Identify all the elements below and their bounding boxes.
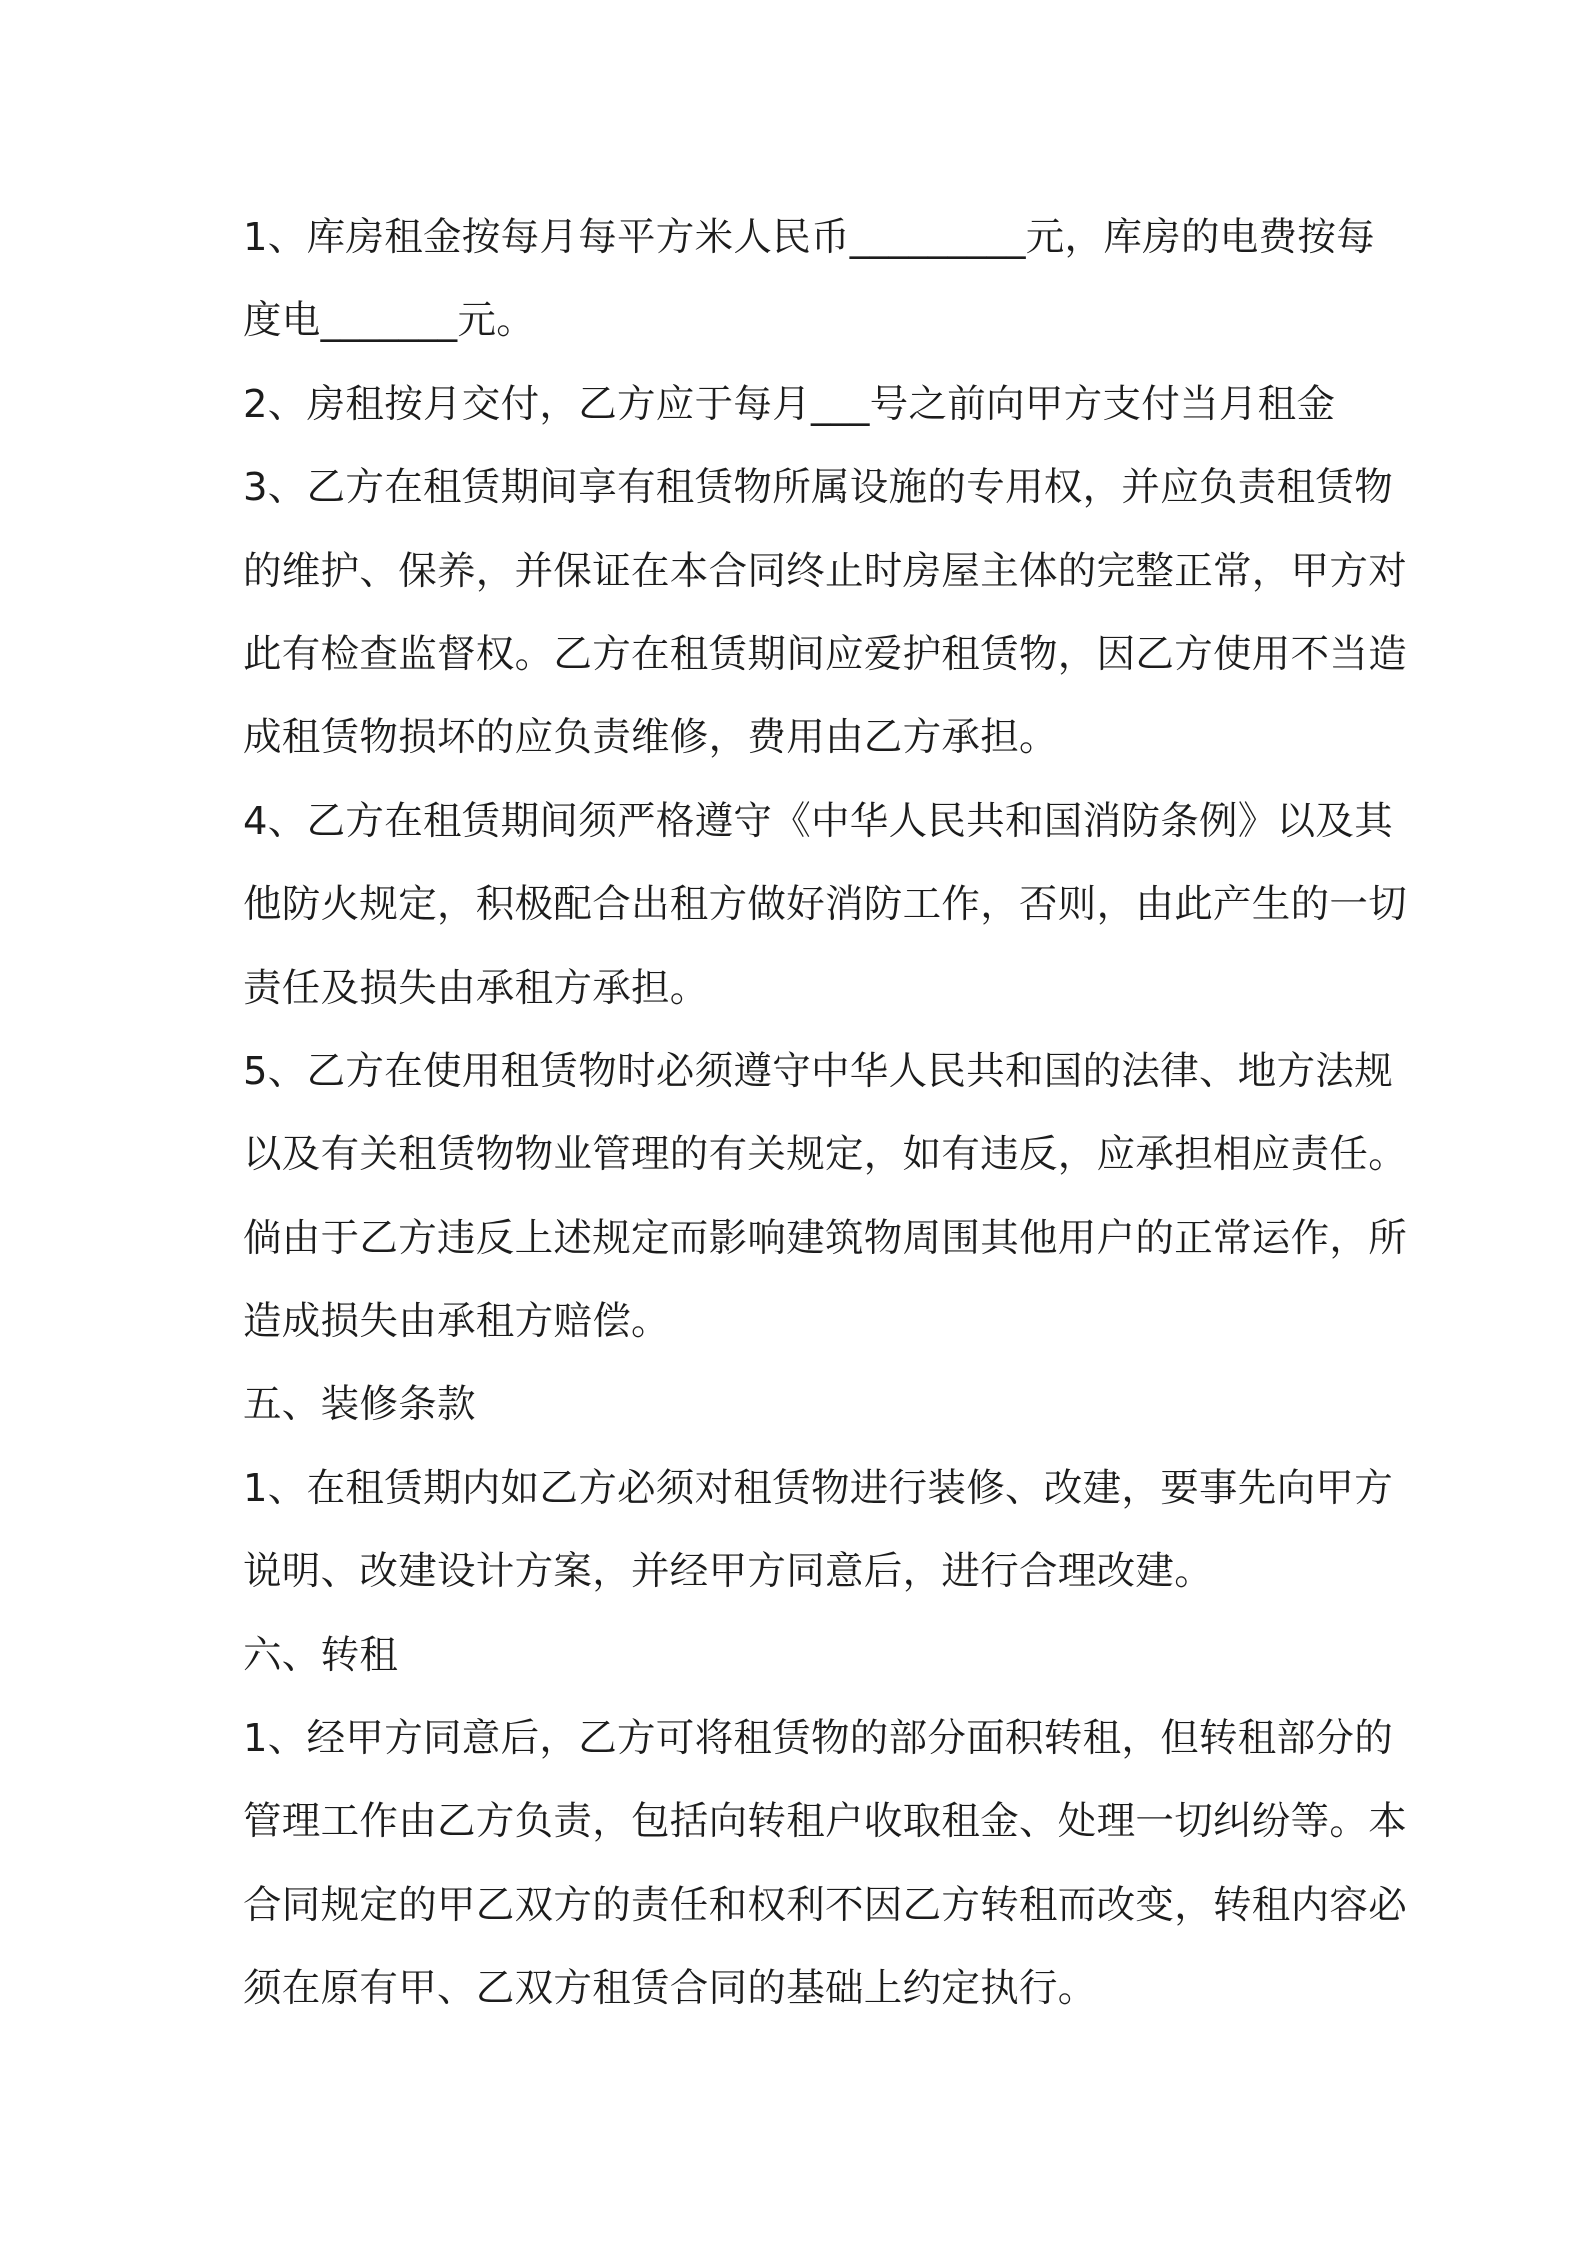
clause-6-1-line-4: 须在原有甲、乙双方租赁合同的基础上约定执行。	[243, 1966, 1097, 2012]
clause-4-1-rent-line-2: 度电_______元。	[243, 298, 536, 344]
clause-5-1-line-2: 说明、改建设计方案，并经甲方同意后，进行合理改建。	[243, 1549, 1214, 1595]
clause-4-3-line-4: 成租赁物损坏的应负责维修，费用由乙方承担。	[243, 715, 1058, 761]
clause-4-1-rent-line-1: 1、库房租金按每月每平方米人民币_________元，库房的电费按每	[243, 215, 1375, 260]
clause-4-5-line-4: 造成损失由承租方赔偿。	[243, 1299, 670, 1345]
clause-4-3-line-2: 的维护、保养，并保证在本合同终止时房屋主体的完整正常，甲方对	[243, 548, 1408, 594]
clause-4-4-line-2: 他防火规定，积极配合出租方做好消防工作，否则，由此产生的一切	[243, 882, 1408, 928]
clause-4-5-line-1: 5、乙方在使用租赁物时必须遵守中华人民共和国的法律、地方法规	[243, 1048, 1393, 1094]
clause-6-1-line-2: 管理工作由乙方负责，包括向转租户收取租金、处理一切纠纷等。本	[243, 1799, 1408, 1845]
clause-4-2-payment: 2、房租按月交付，乙方应于每月___号之前向甲方支付当月租金	[243, 381, 1336, 427]
clause-4-3-line-3: 此有检查监督权。乙方在租赁期间应爱护租赁物，因乙方使用不当造	[243, 631, 1408, 677]
clause-6-1-line-3: 合同规定的甲乙双方的责任和权利不因乙方转租而改变，转租内容必	[243, 1882, 1408, 1928]
clause-4-5-line-3: 倘由于乙方违反上述规定而影响建筑物周围其他用户的正常运作，所	[243, 1215, 1408, 1261]
clause-4-4-line-1: 4、乙方在租赁期间须严格遵守《中华人民共和国消防条例》以及其	[243, 798, 1393, 844]
clause-4-4-line-3: 责任及损失由承租方承担。	[243, 965, 709, 1011]
clause-4-3-line-1: 3、乙方在租赁期间享有租赁物所属设施的专用权，并应负责租赁物	[243, 465, 1393, 511]
clause-5-1-line-1: 1、在租赁期内如乙方必须对租赁物进行装修、改建，要事先向甲方	[243, 1465, 1393, 1511]
clause-6-1-line-1: 1、经甲方同意后，乙方可将租赁物的部分面积转租，但转租部分的	[243, 1716, 1393, 1762]
section-heading-renovation: 五、装修条款	[243, 1382, 476, 1428]
clause-4-5-line-2: 以及有关租赁物物业管理的有关规定，如有违反，应承担相应责任。	[243, 1132, 1408, 1178]
contract-body-text	[243, 196, 1408, 2031]
section-heading-sublease: 六、转租	[243, 1632, 399, 1678]
